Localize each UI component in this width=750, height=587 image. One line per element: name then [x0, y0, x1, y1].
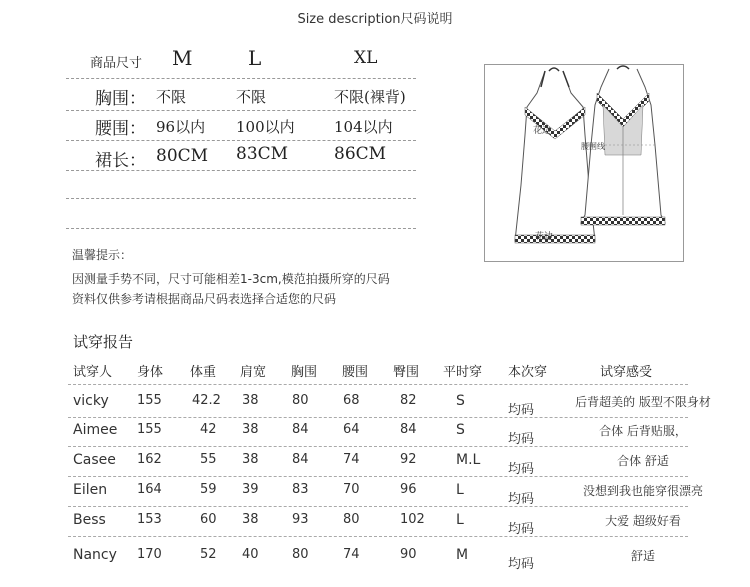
trial-cell-this-size: 均码: [508, 492, 535, 507]
trial-cell-waist: 68: [343, 393, 360, 408]
trial-cell-waist: 74: [343, 547, 360, 562]
dress-diagram: [484, 64, 684, 262]
notes-line-1: 因测量手势不同，尺寸可能相差1-3cm,模范拍摄所穿的尺码: [72, 272, 390, 286]
trial-cell-hip: 92: [400, 452, 417, 467]
row-waist-m: 96以内: [156, 118, 206, 136]
trial-cell-hip: 84: [400, 422, 417, 437]
trial-header-waist: 腰围: [342, 365, 369, 380]
trial-cell-shoulder: 38: [242, 512, 259, 527]
trial-cell-weight: 52: [200, 547, 217, 562]
trial-header-height: 身体: [137, 365, 164, 380]
row-chest-m: 不限: [156, 88, 187, 106]
trial-header-chest: 胸围: [291, 365, 318, 380]
trial-cell-usual-size: L: [456, 482, 464, 498]
trial-cell-chest: 84: [292, 452, 309, 467]
trial-cell-tester: Nancy: [73, 547, 117, 563]
trial-header-usual-size: 平时穿: [443, 365, 483, 380]
size-l: L: [248, 46, 262, 70]
trial-cell-feedback: 后背超美的 版型不限身材: [575, 395, 711, 409]
diagram-label-waist: 腰围线: [581, 142, 605, 151]
trial-header-feedback: 试穿感受: [600, 365, 653, 380]
trial-cell-feedback: 合体 舒适: [617, 454, 669, 468]
trial-cell-usual-size: L: [456, 512, 464, 528]
trial-cell-waist: 64: [343, 422, 360, 437]
trial-cell-waist: 70: [343, 482, 360, 497]
trial-cell-height: 170: [137, 547, 162, 562]
trial-cell-usual-size: S: [456, 393, 465, 409]
trial-cell-weight: 42.2: [192, 393, 221, 408]
trial-cell-weight: 60: [200, 512, 217, 527]
trial-header-tester: 试穿人: [73, 365, 113, 380]
trial-cell-weight: 42: [200, 422, 217, 437]
row-length-label: 裙长：: [95, 151, 146, 171]
trial-title: 试穿报告: [73, 333, 134, 351]
trial-cell-height: 164: [137, 482, 162, 497]
trial-header-weight: 体重: [190, 365, 217, 380]
trial-cell-shoulder: 39: [242, 482, 259, 497]
row-length-l: 83CM: [236, 144, 289, 164]
row-chest-label: 胸围：: [95, 89, 146, 109]
page-title: Size description尺码说明: [297, 12, 453, 27]
trial-cell-shoulder: 38: [242, 422, 259, 437]
trial-cell-weight: 59: [200, 482, 217, 497]
trial-cell-hip: 82: [400, 393, 417, 408]
trial-cell-usual-size: S: [456, 422, 465, 438]
trial-cell-chest: 80: [292, 393, 309, 408]
trial-cell-usual-size: M.L: [456, 452, 481, 468]
trial-cell-weight: 55: [200, 452, 217, 467]
trial-cell-hip: 90: [400, 547, 417, 562]
trial-cell-height: 155: [137, 393, 162, 408]
trial-header-hip: 臀围: [393, 365, 420, 380]
trial-header-this-size: 本次穿: [508, 365, 548, 380]
trial-cell-tester: Eilen: [73, 482, 108, 498]
trial-cell-height: 162: [137, 452, 162, 467]
diagram-label-trim-top: 花边: [533, 126, 552, 136]
row-waist-xl: 104以内: [334, 118, 393, 136]
trial-cell-chest: 93: [292, 512, 309, 527]
size-label: 商品尺寸: [90, 56, 143, 71]
diagram-label-trim-bottom: 花边: [535, 232, 554, 242]
size-m: M: [172, 46, 193, 70]
row-chest-l: 不限: [236, 88, 267, 106]
trial-cell-shoulder: 38: [242, 393, 259, 408]
trial-cell-tester: vicky: [73, 393, 109, 409]
trial-cell-height: 153: [137, 512, 162, 527]
trial-cell-shoulder: 40: [242, 547, 259, 562]
row-waist-l: 100以内: [236, 118, 295, 136]
row-waist-label: 腰围：: [95, 119, 146, 139]
trial-cell-feedback: 大爱 超级好看: [605, 514, 681, 528]
row-chest-xl: 不限(裸背): [334, 88, 406, 106]
trial-cell-this-size: 均码: [508, 432, 535, 447]
trial-cell-hip: 102: [400, 512, 425, 527]
trial-cell-height: 155: [137, 422, 162, 437]
trial-cell-tester: Aimee: [73, 422, 118, 438]
row-length-xl: 86CM: [334, 144, 387, 164]
trial-cell-this-size: 均码: [508, 403, 535, 418]
trial-cell-chest: 83: [292, 482, 309, 497]
trial-cell-feedback: 没想到我也能穿很漂亮: [582, 484, 703, 498]
trial-cell-chest: 80: [292, 547, 309, 562]
row-length-m: 80CM: [156, 146, 209, 166]
trial-cell-this-size: 均码: [508, 557, 535, 572]
dress-illustration: [485, 65, 683, 261]
trial-cell-this-size: 均码: [508, 462, 535, 477]
notes-heading: 温馨提示：: [72, 248, 133, 262]
trial-cell-hip: 96: [400, 482, 417, 497]
trial-cell-feedback: 舒适: [630, 549, 655, 563]
trial-cell-tester: Casee: [73, 452, 116, 468]
trial-cell-waist: 74: [343, 452, 360, 467]
size-xl: XL: [354, 48, 378, 68]
trial-cell-usual-size: M: [456, 547, 469, 563]
trial-cell-feedback: 合体 后背贴服，: [599, 424, 687, 438]
trial-cell-chest: 84: [292, 422, 309, 437]
trial-header-shoulder: 肩宽: [240, 365, 267, 380]
trial-cell-this-size: 均码: [508, 522, 535, 537]
trial-cell-shoulder: 38: [242, 452, 259, 467]
trial-cell-waist: 80: [343, 512, 360, 527]
notes-line-2: 资料仅供参考请根据商品尺码表选择合适您的尺码: [72, 292, 337, 306]
trial-cell-tester: Bess: [73, 512, 106, 528]
